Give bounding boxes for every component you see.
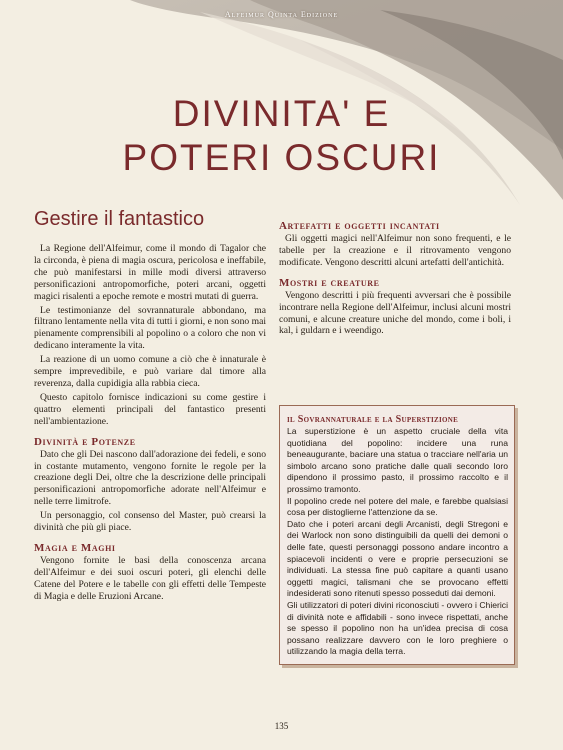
- page-number: 135: [274, 721, 289, 731]
- sidebar-box-paragraph: Il popolino crede nel potere del male, e farebbe qualsiasi cosa per distoglierne l'attenzione da se.: [287, 495, 508, 518]
- chapter-title-line-1: DIVINITA' E: [172, 93, 391, 134]
- magia-paragraph: Vengono fornite le basi della conoscenza arcana dell'Alfeimur e dei suoi oscuri poteri, gli elenchi delle Catene del Potere e le tabelle con gli effetti delle Tempeste di Magia e delle Eruzioni Arcane.: [34, 554, 266, 602]
- chapter-title-line-2: POTERI OSCURI: [122, 137, 441, 178]
- subheading-divinita: Divinità e Potenze: [34, 435, 136, 448]
- subheading-magia: Magia e Maghi: [34, 541, 116, 554]
- intro-paragraph: Le testimonianze del sovrannaturale abbondano, ma filtrano lentamente nella vita di tutti i giorni, e non sono mai pienamente comprensibili al popolino o a coloro che non vi dedicano interamente la vita.: [34, 304, 266, 352]
- section-title: Gestire il fantastico: [34, 208, 205, 230]
- right-column: [279, 220, 511, 339]
- running-header: Alfeimur Quinta Edizione: [224, 10, 339, 19]
- intro-paragraph: Questo capitolo fornisce indicazioni su come gestire i quattro elementi principali del fantastico presenti nell'ambientazione.: [34, 391, 266, 427]
- subheading-mostri: Mostri e creature: [279, 276, 380, 289]
- sidebar-box-superstizione: [279, 405, 515, 665]
- divinita-paragraph: Dato che gli Dei nascono dall'adorazione dei fedeli, e sono in costante mutamento, vengono fornite le regole per la creazione degli Dei, oltre che la descrizione delle principali personificazioni antropomorfiche adorate nell'Alfeimur e nelle terre limitrofe.: [34, 448, 266, 508]
- artefatti-paragraph: Gli oggetti magici nell'Alfeimur non sono frequenti, e le tabelle per la creazione e il ritrovamento vengono modificate. Vengono descritti alcuni artefatti dell'antichità.: [279, 233, 511, 268]
- chapter-title: [0, 92, 563, 180]
- sidebar-box-paragraph: Gli utilizzatori di poteri divini riconosciuti - ovvero i Chierici di divinità note e affidabili - sono invece rispettati, anche se spesso il popolino non ha un'idea precisa di cosa possano realizzare davvero con le loro preghiere o utilizzando la magia della terra.: [287, 599, 508, 657]
- left-column: [34, 208, 266, 605]
- mostri-paragraph: Vengono descritti i più frequenti avversari che è possibile incontrare nella Regione dell'Alfeimur, inclusi alcuni mostri comuni, e alcune creature uniche del mondo, come i boli, i kal, i guldarn e i weendigo.: [279, 289, 511, 337]
- divinita-paragraph: Un personaggio, col consenso del Master, può crearsi la divinità che più gli piace.: [34, 510, 266, 534]
- subheading-artefatti: Artefatti e oggetti incantati: [279, 220, 440, 232]
- intro-paragraph: La reazione di un uomo comune a ciò che è innaturale è sempre imprevedibile, e può variare dal timore alla reverenza, dalla cupidigia alla rabbia cieca.: [34, 354, 266, 389]
- intro-paragraph: La Regione dell'Alfeimur, come il mondo di Tagalor che la circonda, è piena di magia oscura, pericolosa e ineffabile, che può manifestarsi in mille modi diversi attraverso personificazioni antropomorfiche, poteri arcani, oggetti magici risalenti a epoche remote e mostri mutati di guerra.: [34, 243, 266, 302]
- sidebar-box-title: il Sovrannaturale e la Superstizione: [287, 414, 459, 425]
- sidebar-box-paragraph: La superstizione è un aspetto cruciale della vita quotidiana del popolino: incidere una runa beneaugurante, baciare una statua o tracciare nell'aria un simbolo arcano sono pratiche dalle quali secondo loro dipendono il prossimo pasto, il prossimo raccolto e il prossimo tramonto.: [287, 426, 508, 494]
- sidebar-box-paragraph: Dato che i poteri arcani degli Arcanisti, degli Stregoni e dei Warlock non sono distinguibili da quelli dei demoni o delle fate, questi personaggi possono andare incontro a spiacevoli incidenti o vere e proprie persecuzioni se individuati. La stessa fine può capitare a quanti usano oggetti magici, talismani che se provocano effetti indesiderati sono ritenuti spesso posseduti dai demoni.: [287, 518, 508, 599]
